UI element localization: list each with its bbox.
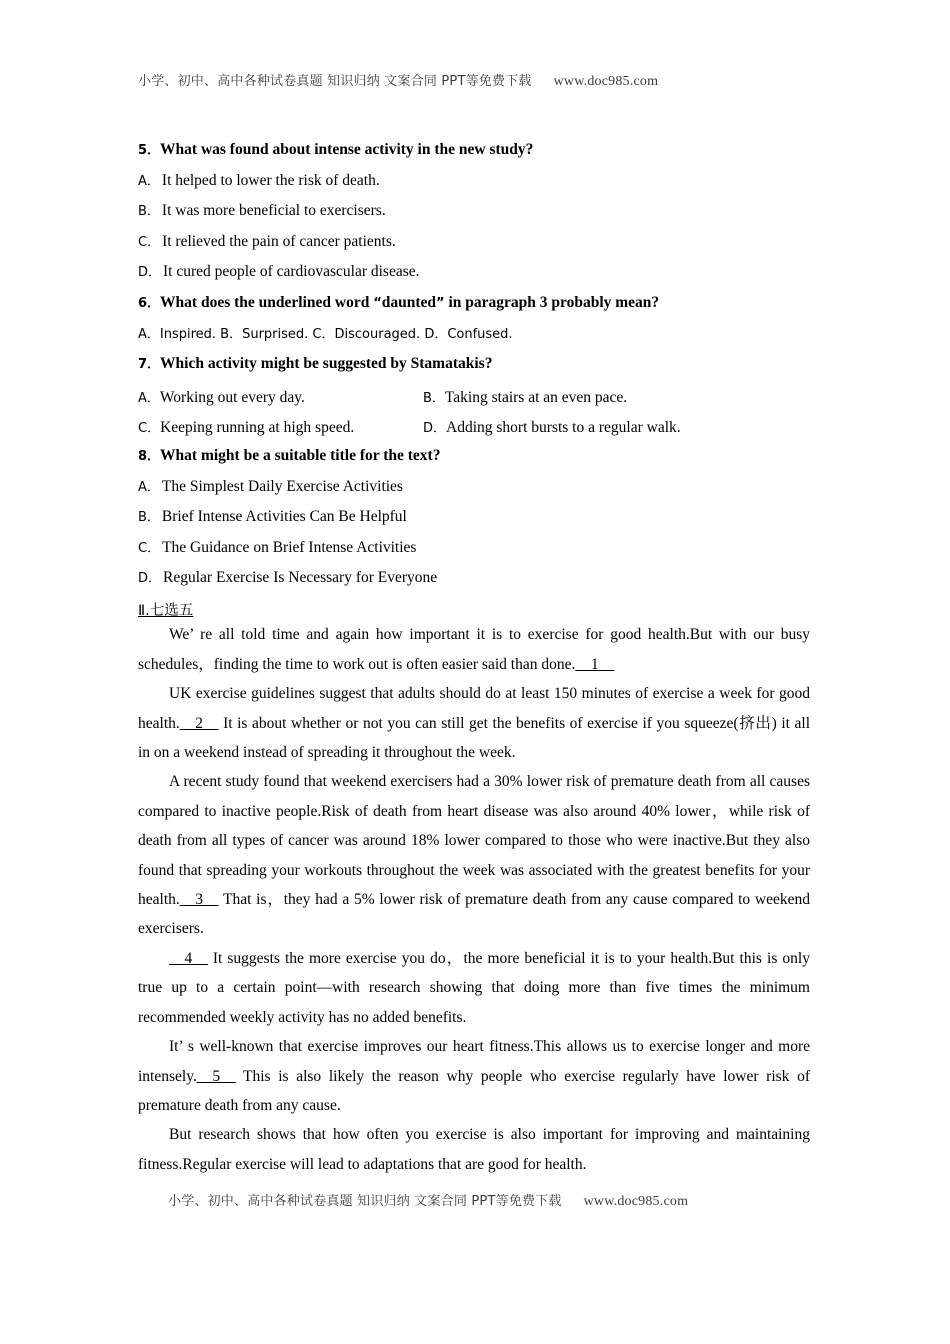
paragraph-text: It is about whether or not you can still get the benefits of exercise if you squeeze(挤出) it all in on a weekend instead of spreading it throughout the week. xyxy=(138,714,810,762)
question-6-number: 6． xyxy=(138,295,161,311)
footer-watermark xyxy=(168,1190,843,1210)
option-text: The Guidance on Brief Intense Activities xyxy=(162,538,417,556)
answer-blank-3[interactable]: __3__ xyxy=(179,891,219,909)
answer-blank-4[interactable]: __4__ xyxy=(169,949,208,967)
option-label: D． xyxy=(423,421,447,437)
option-label: D． xyxy=(138,571,162,587)
option-text: It was more beneficial to exercisers. xyxy=(161,202,386,220)
option-text: Adding short bursts to a regular walk. xyxy=(446,419,681,437)
paragraph-text: It’ s well-known that exercise improves our heart fitness.This allows us to exercise longer and more intensely. xyxy=(138,1038,810,1085)
question-5-number: 5． xyxy=(138,143,161,158)
question-7-stem-text: Which activity might be suggested by Stamatakis? xyxy=(160,355,493,373)
question-8-option-d[interactable] xyxy=(138,570,810,601)
header-watermark-url: www.doc985.com xyxy=(553,74,659,89)
question-5-stem-text: What was found about intense activity in the new study? xyxy=(160,141,534,158)
question-7-options-row-2 xyxy=(138,417,810,448)
passage-paragraph-2 xyxy=(138,679,810,767)
option-label: C． xyxy=(138,234,161,250)
option-label: B． xyxy=(138,204,160,220)
question-6-underlined-word: daunted xyxy=(381,293,437,311)
question-7-option-a[interactable] xyxy=(138,387,305,407)
question-6-inline-options: A．Inspired. B．Surprised. C．Discouraged. D．Confused. xyxy=(138,326,513,342)
option-label: C． xyxy=(138,421,161,437)
paragraph-text: We’ re all told time and again how important it is to exercise for good health.But with our busy schedules，finding the time to work out is often easier said than done. xyxy=(138,626,810,673)
question-7-option-d[interactable] xyxy=(423,417,681,437)
question-5-stem xyxy=(138,142,810,158)
passage-paragraph-4 xyxy=(138,944,810,1032)
question-5-stem-row xyxy=(138,142,810,173)
paragraph-text: UK exercise guidelines suggest that adults should do at least 150 minutes of exercise a week for good health. xyxy=(138,685,810,732)
paragraph-text: A recent study found that weekend exercisers had a 30% lower risk of premature death from all causes compared to inactive people.Risk of death from heart disease was also around 40% lower，while risk of death from all types of cancer was around 18% lower compared to those who were inactive.But they also found that spreading your workouts throughout the week was associated with the greatest benefits for your health. xyxy=(138,773,810,909)
answer-blank-2[interactable]: __2__ xyxy=(179,714,219,732)
section-heading-text xyxy=(138,603,193,619)
question-5-option-c[interactable] xyxy=(138,234,810,265)
question-8-stem-text: What might be a suitable title for the text? xyxy=(160,446,441,464)
question-8-option-a[interactable] xyxy=(138,479,810,510)
question-7-options-row-1 xyxy=(138,387,810,418)
section-heading xyxy=(138,604,810,619)
question-8-stem xyxy=(138,448,810,464)
paragraph-text: But research shows that how often you exercise is also important for improving and maintaining fitness.Regular exercise will lead to adaptations that are good for health. xyxy=(138,1126,810,1173)
question-8-option-b[interactable] xyxy=(138,509,810,540)
footer-watermark-cn: 小学、初中、高中各种试卷真题 知识归纳 文案合同 PPT等免费下载 xyxy=(168,1194,562,1209)
option-text: Regular Exercise Is Necessary for Everyone xyxy=(163,569,438,587)
answer-blank-1[interactable]: __1__ xyxy=(575,655,615,673)
question-5-option-b[interactable] xyxy=(138,203,810,234)
option-label: A． xyxy=(138,479,160,495)
question-5-option-d[interactable] xyxy=(138,264,810,295)
header-watermark xyxy=(138,70,813,90)
answer-blank-5[interactable]: __5__ xyxy=(196,1067,236,1085)
question-7-stem xyxy=(138,356,810,372)
option-text: Working out every day. xyxy=(159,388,305,406)
option-text: It relieved the pain of cancer patients. xyxy=(162,232,396,250)
passage-paragraph-5 xyxy=(138,1032,810,1120)
passage-paragraph-3 xyxy=(138,767,810,943)
question-7-number: 7． xyxy=(138,357,161,373)
option-text: Brief Intense Activities Can Be Helpful xyxy=(161,508,407,526)
option-text: The Simplest Daily Exercise Activities xyxy=(161,477,403,495)
question-7-option-b[interactable] xyxy=(423,387,627,407)
footer-watermark-url: www.doc985.com xyxy=(583,1194,689,1209)
option-label: A． xyxy=(138,390,160,406)
paragraph-text: This is also likely the reason why people who exercise regularly have lower risk of premature death from any cause. xyxy=(138,1067,810,1114)
question-8-option-c[interactable] xyxy=(138,540,810,571)
question-8-stem-row xyxy=(138,448,810,479)
passage-paragraph-6 xyxy=(138,1120,810,1179)
option-text: Keeping running at high speed. xyxy=(160,419,355,437)
paragraph-text: It suggests the more exercise you do，the more beneficial it is to your health.But this is only true up to a certain point—with research showing that doing more than five times the minimum recommended weekly activity has no added benefits. xyxy=(138,949,810,1026)
question-6-stem xyxy=(138,295,810,311)
header-watermark-cn: 小学、初中、高中各种试卷真题 知识归纳 文案合同 PPT等免费下载 xyxy=(138,74,532,89)
option-label: B． xyxy=(138,510,160,526)
question-7-option-c[interactable] xyxy=(138,417,354,437)
option-text: It cured people of cardiovascular disease. xyxy=(163,263,420,281)
question-6-options-row[interactable] xyxy=(138,326,810,357)
paragraph-text: That is，they had a 5% lower risk of premature death from any cause compared to weekend exercisers. xyxy=(138,891,810,938)
question-6-stem-before: What does the underlined word xyxy=(160,293,370,311)
option-label: A． xyxy=(138,173,160,189)
question-6-stem-row xyxy=(138,295,810,326)
question-5-option-a[interactable] xyxy=(138,173,810,204)
option-label: D． xyxy=(138,265,162,281)
question-6-stem-after: in paragraph 3 probably mean? xyxy=(448,293,660,311)
question-8-number: 8． xyxy=(138,448,161,464)
option-text: It helped to lower the risk of death. xyxy=(161,171,380,189)
section-numeral: Ⅱ. xyxy=(138,602,150,619)
option-label: C． xyxy=(138,540,161,556)
option-label: B． xyxy=(423,390,445,406)
close-quote-icon: ” xyxy=(436,295,445,311)
open-quote-icon: “ xyxy=(373,295,382,311)
section-title: 七选五 xyxy=(149,602,194,619)
document-content xyxy=(138,142,810,1179)
passage-paragraph-1 xyxy=(138,620,810,679)
option-text: Taking stairs at an even pace. xyxy=(444,388,628,406)
question-7-stem-row xyxy=(138,356,810,387)
